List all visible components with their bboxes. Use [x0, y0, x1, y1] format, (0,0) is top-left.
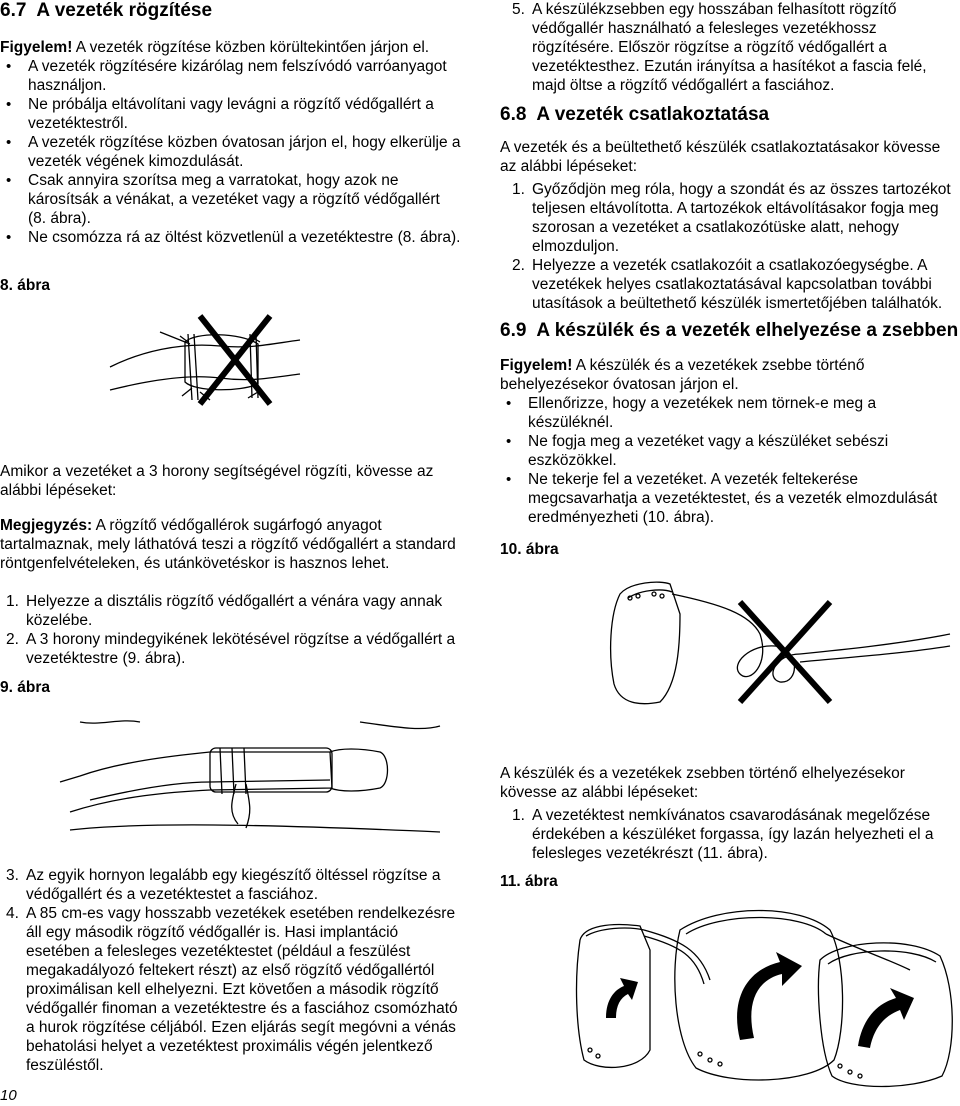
warning-label: Figyelem! [500, 357, 573, 374]
placement-intro: A készülék és a vezetékek zsebben történő elhelyezésekor kövesse az alábbi lépéseket: [500, 765, 905, 801]
list-item: • A vezeték rögzítésére kizárólag nem felszívódó varróanyagot használjon. [0, 57, 462, 95]
list-item: • Ne csomózza rá az öltést közvetlenül a vezetéktestre (8. ábra). [0, 228, 462, 247]
section-heading-6-9: 6.9 A készülék és a vezeték elhelyezése a zsebben [500, 320, 959, 341]
figure-8-label: 8. ábra [0, 277, 50, 294]
warning-label: Figyelem! [0, 39, 73, 56]
figure-9-illustration [60, 712, 440, 842]
figure-10-illustration [600, 574, 950, 714]
section-heading-6-8: 6.8 A vezeték csatlakoztatása [500, 104, 770, 125]
list-item: 2. Helyezze a vezeték csatlakozóit a csatlakozóegységbe. A vezetékek helyes csatlakoztatásával kapcsolatban további utasítások a beültethető készülék ismertetőjében találhatók. [512, 257, 943, 312]
list-item: • Ne próbálja eltávolítani vagy levágni a rögzítő védőgallért a vezetéktestről. [0, 95, 462, 133]
figure-8-illustration [100, 312, 340, 412]
caution-list [500, 394, 960, 527]
connection-steps-list [512, 180, 960, 313]
note-paragraph: Megjegyzés: A rögzítő védőgallérok sugárfogó anyagot tartalmaznak, mely láthatóvá teszi a rögzítő védőgallért a standard röntgenfelvételeken, és utánkövetéskor is hasznos lehet. [0, 517, 456, 572]
figure-11-label: 11. ábra [500, 873, 558, 890]
list-item: 2. A 3 horony mindegyikének lekötésével rögzítse a védőgallért a vezetéktestre (9. ábra). [6, 631, 456, 667]
steps-list-a [6, 592, 462, 668]
section-heading-6-7: 6.7 A vezeték rögzítése [0, 0, 213, 21]
warning-paragraph: Figyelem! A vezeték rögzítése közben körültekintően járjon el. [0, 39, 430, 56]
figure-11-illustration [570, 900, 960, 1090]
warning-paragraph: Figyelem! A készülék és a vezetékek zsebbe történő behelyezésekor óvatosan járjon el. [500, 357, 865, 393]
step-5-list [512, 0, 960, 95]
page-number: 10 [0, 1087, 17, 1104]
list-item: 3. Az egyik hornyon legalább egy kiegészítő öltéssel rögzítse a védőgallért és a vezetéktestet a fasciához. [6, 867, 441, 903]
list-item: • Ellenőrizze, hogy a vezetékek nem törnek-e meg a készüléknél. [500, 394, 960, 432]
list-item: 5. A készülékzsebben egy hosszában felhasított rögzítő védőgallér használható a felesleges vezetékhossz rögzítésére. Először rögzítse a rögzítő védőgallért a vezetéktesthez. Ezután irányítsa a hasítékot a fascia felé, majd öltse a rögzítő védőgallért a fasciához. [512, 1, 927, 94]
steps-list-b [6, 866, 462, 1075]
list-item: • Csak annyira szorítsa meg a varratokat, hogy azok ne károsítsák a vénákat, a vezetéket vagy a rögzítő védőgallért (8. ábra). [0, 171, 462, 228]
intro-paragraph: Amikor a vezetéket a 3 horony segítségével rögzíti, kövesse az alábbi lépéseket: [0, 463, 434, 499]
figure-10-label: 10. ábra [500, 541, 559, 558]
pocket-warning-block [500, 356, 960, 527]
list-item: 1. Helyezze a disztális rögzítő védőgallért a vénára vagy annak közelébe. [6, 593, 443, 629]
placement-steps-list [512, 806, 960, 863]
warning-block [0, 38, 462, 247]
connection-intro: A vezeték és a beültethető készülék csatlakoztatásakor kövesse az alábbi lépéseket: [500, 139, 941, 175]
list-item: • A vezeték rögzítése közben óvatosan járjon el, hogy elkerülje a vezeték végének kimozdulását. [0, 133, 462, 171]
list-item: 1. A vezetéktest nemkívánatos csavarodásának megelőzése érdekében a készüléket forgassa, így lazán helyezheti el a felesleges vezetékrészt (11. ábra). [512, 807, 934, 862]
list-item: 1. Győződjön meg róla, hogy a szondát és az összes tartozékot teljesen eltávolította. A tartozékok eltávolításakor fogja meg szorosan a vezetéket a csatlakozótüske alatt, nehogy elmozduljon. [512, 181, 951, 255]
list-item: • Ne tekerje fel a vezetéket. A vezeték feltekerése megcsavarhatja a vezetéktestet, és a vezeték elmozdulását eredményezheti (10. ábra). [500, 470, 960, 527]
note-label: Megjegyzés: [0, 517, 93, 534]
list-item: 4. A 85 cm-es vagy hosszabb vezetékek esetében rendelkezésre áll egy második rögzítő védőgallér is. Hasi implantáció esetében a felesleges vezetéktestet (például a feszülést megakadályozó feltekert részt) az első rögzítő védőgallértól proximálisan kell elhelyezni. Ezt követően a második rögzítő védőgallér finoman a vezetéktestre és a fasciához csomózható a hurok rögzítése céljából. Ezen eljárás segít megóvni a vénás behatolási helyet a vezetéktest proximális végén jelentkező feszüléstől. [6, 905, 458, 1074]
caution-list [0, 57, 462, 247]
list-item: • Ne fogja meg a vezetéket vagy a készüléket sebészi eszközökkel. [500, 432, 960, 470]
figure-9-label: 9. ábra [0, 679, 50, 696]
